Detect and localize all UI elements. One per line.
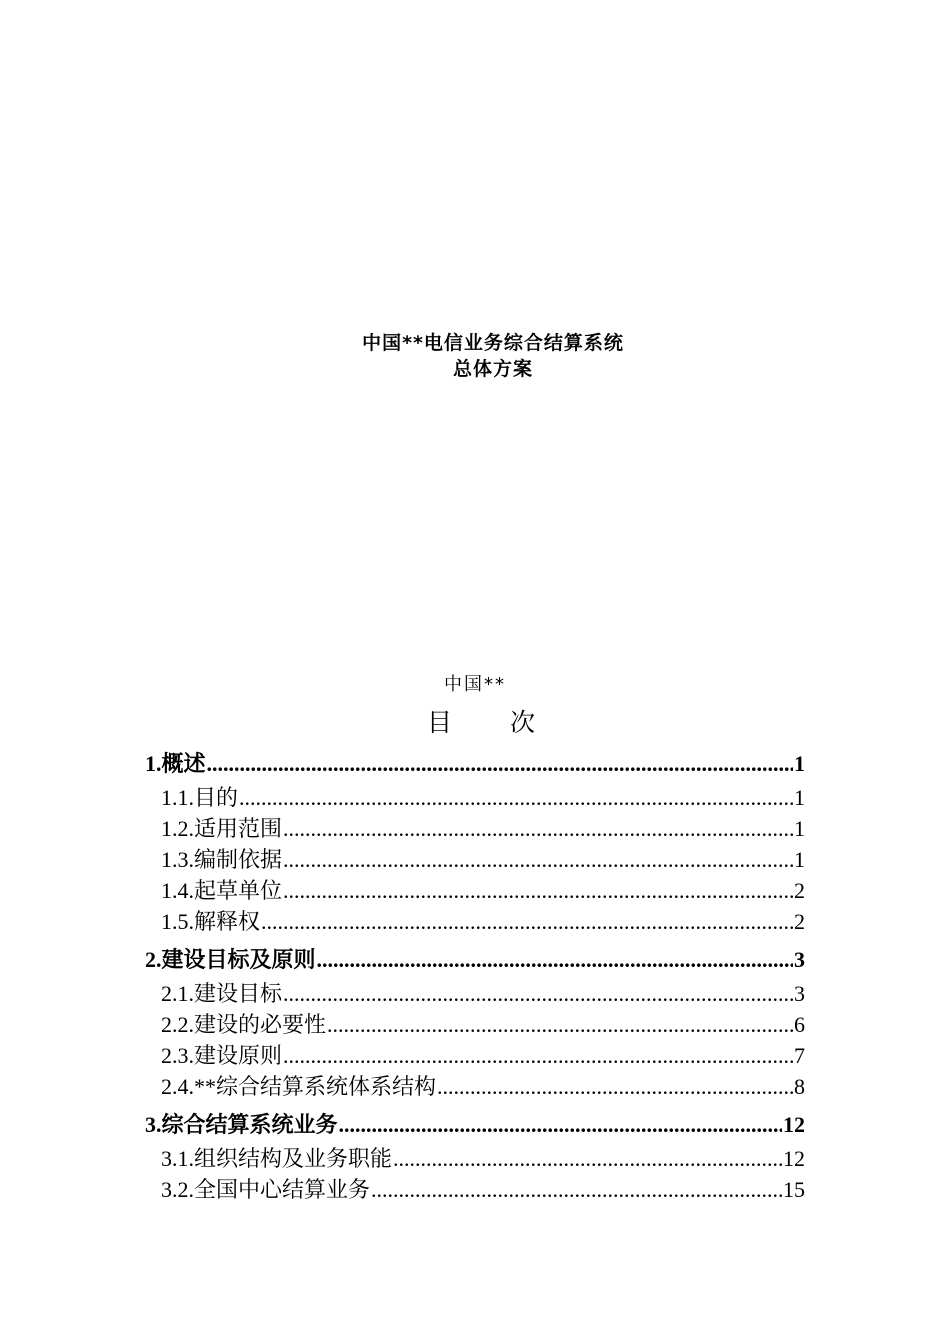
toc-dot-leader bbox=[283, 844, 793, 875]
toc-section-entry[interactable] bbox=[145, 1040, 805, 1071]
toc-dot-leader bbox=[283, 1040, 793, 1071]
toc-dot-leader bbox=[207, 745, 793, 782]
toc-heading-right: 次 bbox=[510, 708, 536, 737]
toc-dot-leader bbox=[339, 1106, 782, 1143]
toc-heading-left: 目 bbox=[426, 708, 452, 737]
document-title bbox=[0, 330, 950, 382]
toc-entry-title: 解释权 bbox=[194, 909, 261, 934]
toc-entry-number: 2.2. bbox=[161, 1012, 194, 1037]
toc-dot-leader bbox=[327, 1009, 793, 1040]
toc-entry-title: **综合结算系统体系结构 bbox=[194, 1074, 437, 1099]
toc-section-entry[interactable] bbox=[145, 1071, 805, 1102]
toc-entry-number: 2.1. bbox=[161, 981, 194, 1006]
toc-dot-leader bbox=[437, 1071, 793, 1102]
toc-entry-title: 目的 bbox=[194, 785, 239, 810]
toc-section-entry[interactable] bbox=[145, 1174, 805, 1205]
title-line-2: 总体方案 bbox=[452, 358, 533, 380]
toc-dot-leader bbox=[393, 1143, 782, 1174]
toc-entry-page: 3 bbox=[794, 981, 805, 1006]
toc-entry-number: 2.3. bbox=[161, 1043, 194, 1068]
toc-entry-title: 起草单位 bbox=[194, 878, 283, 903]
toc-dot-leader bbox=[283, 813, 793, 844]
toc-section-entry[interactable] bbox=[145, 1009, 805, 1040]
table-of-contents bbox=[145, 745, 805, 1205]
toc-entry-page: 1 bbox=[794, 785, 805, 810]
toc-entry-number: 1.4. bbox=[161, 878, 194, 903]
toc-entry-title: 编制依据 bbox=[194, 847, 283, 872]
toc-chapter-entry[interactable] bbox=[145, 1106, 805, 1143]
toc-section-entry[interactable] bbox=[145, 782, 805, 813]
toc-entry-page: 7 bbox=[794, 1043, 805, 1068]
toc-chapter-entry[interactable] bbox=[145, 941, 805, 978]
toc-entry-title: 概述 bbox=[161, 751, 206, 776]
toc-entry-page: 6 bbox=[794, 1012, 805, 1037]
toc-section-entry[interactable] bbox=[145, 978, 805, 1009]
toc-entry-number: 1. bbox=[145, 751, 162, 776]
toc-entry-title: 综合结算系统业务 bbox=[161, 1112, 338, 1137]
toc-section-entry[interactable] bbox=[145, 875, 805, 906]
toc-section-entry[interactable] bbox=[145, 1143, 805, 1174]
title-line-1: 中国**电信业务综合结算系统 bbox=[362, 332, 624, 354]
toc-dot-leader bbox=[317, 941, 793, 978]
toc-entry-number: 2. bbox=[145, 947, 162, 972]
toc-entry-number: 2.4. bbox=[161, 1074, 194, 1099]
toc-entry-page: 2 bbox=[794, 878, 805, 903]
toc-entry-number: 1.2. bbox=[161, 816, 194, 841]
toc-entry-page: 2 bbox=[794, 909, 805, 934]
toc-entry-title: 组织结构及业务职能 bbox=[194, 1146, 393, 1171]
toc-heading bbox=[0, 705, 950, 741]
toc-entry-page: 3 bbox=[794, 947, 805, 972]
toc-dot-leader bbox=[283, 978, 793, 1009]
toc-entry-page: 1 bbox=[794, 751, 805, 776]
toc-entry-number: 3.2. bbox=[161, 1177, 194, 1202]
toc-entry-title: 全国中心结算业务 bbox=[194, 1177, 371, 1202]
toc-entry-number: 3.1. bbox=[161, 1146, 194, 1171]
toc-entry-number: 3. bbox=[145, 1112, 162, 1137]
toc-section-entry[interactable] bbox=[145, 813, 805, 844]
toc-section-entry[interactable] bbox=[145, 844, 805, 875]
toc-dot-leader bbox=[239, 782, 793, 813]
toc-dot-leader bbox=[261, 906, 793, 937]
toc-dot-leader bbox=[283, 875, 793, 906]
toc-entry-number: 1.3. bbox=[161, 847, 194, 872]
toc-dot-leader bbox=[371, 1174, 782, 1205]
toc-entry-page: 8 bbox=[794, 1074, 805, 1099]
organization-name: 中国** bbox=[444, 674, 506, 695]
toc-entry-page: 1 bbox=[794, 816, 805, 841]
toc-entry-title: 适用范围 bbox=[194, 816, 283, 841]
toc-entry-title: 建设目标 bbox=[194, 981, 283, 1006]
toc-entry-number: 1.1. bbox=[161, 785, 194, 810]
toc-section-entry[interactable] bbox=[145, 906, 805, 937]
toc-chapter-entry[interactable] bbox=[145, 745, 805, 782]
toc-entry-page: 15 bbox=[783, 1177, 805, 1202]
toc-entry-title: 建设目标及原则 bbox=[161, 947, 316, 972]
toc-entry-page: 1 bbox=[794, 847, 805, 872]
toc-entry-page: 12 bbox=[783, 1112, 805, 1137]
toc-entry-title: 建设的必要性 bbox=[194, 1012, 327, 1037]
toc-entry-page: 12 bbox=[783, 1146, 805, 1171]
toc-entry-number: 1.5. bbox=[161, 909, 194, 934]
toc-entry-title: 建设原则 bbox=[194, 1043, 283, 1068]
